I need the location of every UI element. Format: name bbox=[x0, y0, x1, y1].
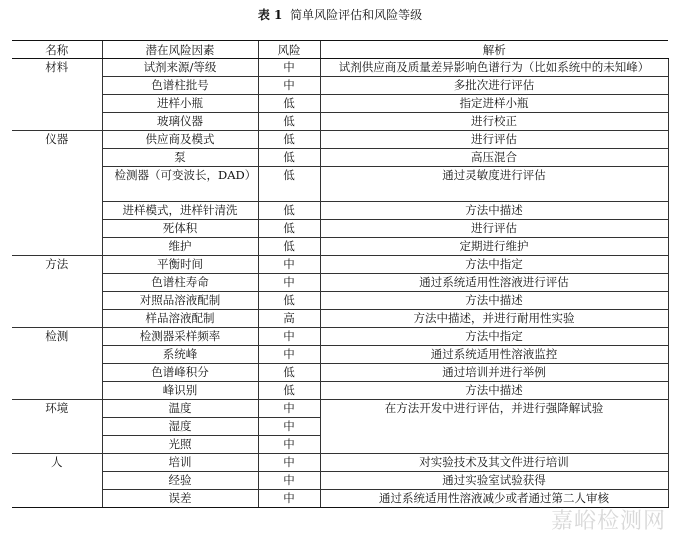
table-row bbox=[12, 95, 668, 113]
analysis-cell: 高压混合 bbox=[320, 149, 668, 167]
category-cell: 环境 bbox=[12, 400, 102, 454]
table-row bbox=[12, 292, 668, 310]
analysis-cell: 方法中指定 bbox=[320, 328, 668, 346]
factor-cell: 经验 bbox=[102, 472, 258, 490]
analysis-cell: 进行评估 bbox=[320, 220, 668, 238]
factor-cell: 温度 bbox=[102, 400, 258, 418]
risk-cell: 中 bbox=[258, 256, 320, 274]
risk-cell: 低 bbox=[258, 364, 320, 382]
analysis-cell: 多批次进行评估 bbox=[320, 77, 668, 95]
factor-cell: 检测器（可变波长，DAD） bbox=[102, 167, 258, 202]
table-row bbox=[12, 149, 668, 167]
table-row bbox=[12, 238, 668, 256]
factor-cell: 试剂来源/等级 bbox=[102, 59, 258, 77]
table-row bbox=[12, 400, 668, 418]
risk-cell: 高 bbox=[258, 310, 320, 328]
risk-cell: 中 bbox=[258, 472, 320, 490]
table-row bbox=[12, 472, 668, 490]
risk-cell: 中 bbox=[258, 400, 320, 418]
header-name: 名称 bbox=[12, 41, 102, 59]
analysis-cell: 方法中指定 bbox=[320, 256, 668, 274]
analysis-cell: 通过系统适用性溶液进行评估 bbox=[320, 274, 668, 292]
analysis-cell: 指定进样小瓶 bbox=[320, 95, 668, 113]
risk-cell: 低 bbox=[258, 220, 320, 238]
factor-cell: 死体积 bbox=[102, 220, 258, 238]
table-row bbox=[12, 113, 668, 131]
analysis-cell: 通过系统适用性溶液监控 bbox=[320, 346, 668, 364]
analysis-cell: 方法中描述，并进行耐用性实验 bbox=[320, 310, 668, 328]
table-row bbox=[12, 77, 668, 95]
table-row bbox=[12, 454, 668, 472]
watermark: 嘉峪检测网 bbox=[550, 509, 666, 534]
table-row bbox=[12, 167, 668, 202]
analysis-cell: 在方法开发中进行评估，并进行强降解试验 bbox=[320, 400, 668, 454]
table-caption bbox=[0, 6, 680, 23]
factor-cell: 检测器采样频率 bbox=[102, 328, 258, 346]
analysis-cell: 试剂供应商及质量差异影响色谱行为（比如系统中的未知峰） bbox=[320, 59, 668, 77]
table-title: 简单风险评估和风险等级 bbox=[290, 8, 423, 22]
table-row bbox=[12, 382, 668, 400]
factor-cell: 培训 bbox=[102, 454, 258, 472]
category-cell: 方法 bbox=[12, 256, 102, 328]
risk-cell: 低 bbox=[258, 382, 320, 400]
table-row bbox=[12, 256, 668, 274]
risk-cell: 中 bbox=[258, 328, 320, 346]
analysis-cell: 通过实验室试验获得 bbox=[320, 472, 668, 490]
risk-table bbox=[12, 40, 669, 508]
analysis-cell: 对实验技术及其文件进行培训 bbox=[320, 454, 668, 472]
category-cell: 材料 bbox=[12, 59, 102, 131]
risk-cell: 低 bbox=[258, 292, 320, 310]
factor-cell: 泵 bbox=[102, 149, 258, 167]
header-factor: 潜在风险因素 bbox=[102, 41, 258, 59]
risk-cell: 低 bbox=[258, 167, 320, 202]
table-row bbox=[12, 346, 668, 364]
table-row bbox=[12, 364, 668, 382]
risk-cell: 低 bbox=[258, 149, 320, 167]
analysis-cell: 方法中描述 bbox=[320, 202, 668, 220]
factor-cell: 系统峰 bbox=[102, 346, 258, 364]
table-row bbox=[12, 220, 668, 238]
factor-cell: 玻璃仪器 bbox=[102, 113, 258, 131]
risk-cell: 中 bbox=[258, 490, 320, 508]
factor-cell: 色谱柱寿命 bbox=[102, 274, 258, 292]
risk-cell: 低 bbox=[258, 202, 320, 220]
factor-cell: 湿度 bbox=[102, 418, 258, 436]
risk-cell: 低 bbox=[258, 113, 320, 131]
factor-cell: 供应商及模式 bbox=[102, 131, 258, 149]
analysis-cell: 通过系统适用性溶液减少或者通过第二人审核 bbox=[320, 490, 668, 508]
factor-cell: 光照 bbox=[102, 436, 258, 454]
risk-cell: 低 bbox=[258, 238, 320, 256]
category-cell: 检测 bbox=[12, 328, 102, 400]
analysis-cell: 进行评估 bbox=[320, 131, 668, 149]
table-row bbox=[12, 328, 668, 346]
category-cell: 人 bbox=[12, 454, 102, 508]
analysis-cell: 方法中描述 bbox=[320, 292, 668, 310]
factor-cell: 进样模式，进样针清洗 bbox=[102, 202, 258, 220]
factor-cell: 平衡时间 bbox=[102, 256, 258, 274]
table-row bbox=[12, 310, 668, 328]
factor-cell: 色谱柱批号 bbox=[102, 77, 258, 95]
risk-cell: 中 bbox=[258, 346, 320, 364]
table-row bbox=[12, 202, 668, 220]
risk-cell: 中 bbox=[258, 77, 320, 95]
risk-cell: 中 bbox=[258, 59, 320, 77]
header-analysis: 解析 bbox=[320, 41, 668, 59]
table-row bbox=[12, 59, 668, 77]
analysis-cell: 通过培训并进行举例 bbox=[320, 364, 668, 382]
factor-cell: 进样小瓶 bbox=[102, 95, 258, 113]
analysis-cell: 进行校正 bbox=[320, 113, 668, 131]
table-number: 表 1 bbox=[257, 8, 283, 22]
risk-cell: 中 bbox=[258, 274, 320, 292]
factor-cell: 维护 bbox=[102, 238, 258, 256]
table-row bbox=[12, 131, 668, 149]
factor-cell: 样品溶液配制 bbox=[102, 310, 258, 328]
factor-cell: 色谱峰积分 bbox=[102, 364, 258, 382]
analysis-cell: 定期进行维护 bbox=[320, 238, 668, 256]
header-risk: 风险 bbox=[258, 41, 320, 59]
analysis-cell: 方法中描述 bbox=[320, 382, 668, 400]
table-row bbox=[12, 274, 668, 292]
category-cell: 仪器 bbox=[12, 131, 102, 256]
factor-cell: 对照品溶液配制 bbox=[102, 292, 258, 310]
risk-cell: 中 bbox=[258, 418, 320, 436]
factor-cell: 误差 bbox=[102, 490, 258, 508]
risk-cell: 低 bbox=[258, 131, 320, 149]
factor-cell: 峰识别 bbox=[102, 382, 258, 400]
header-row bbox=[12, 41, 668, 59]
risk-cell: 中 bbox=[258, 436, 320, 454]
risk-cell: 低 bbox=[258, 95, 320, 113]
risk-cell: 中 bbox=[258, 454, 320, 472]
analysis-cell: 通过灵敏度进行评估 bbox=[320, 167, 668, 202]
